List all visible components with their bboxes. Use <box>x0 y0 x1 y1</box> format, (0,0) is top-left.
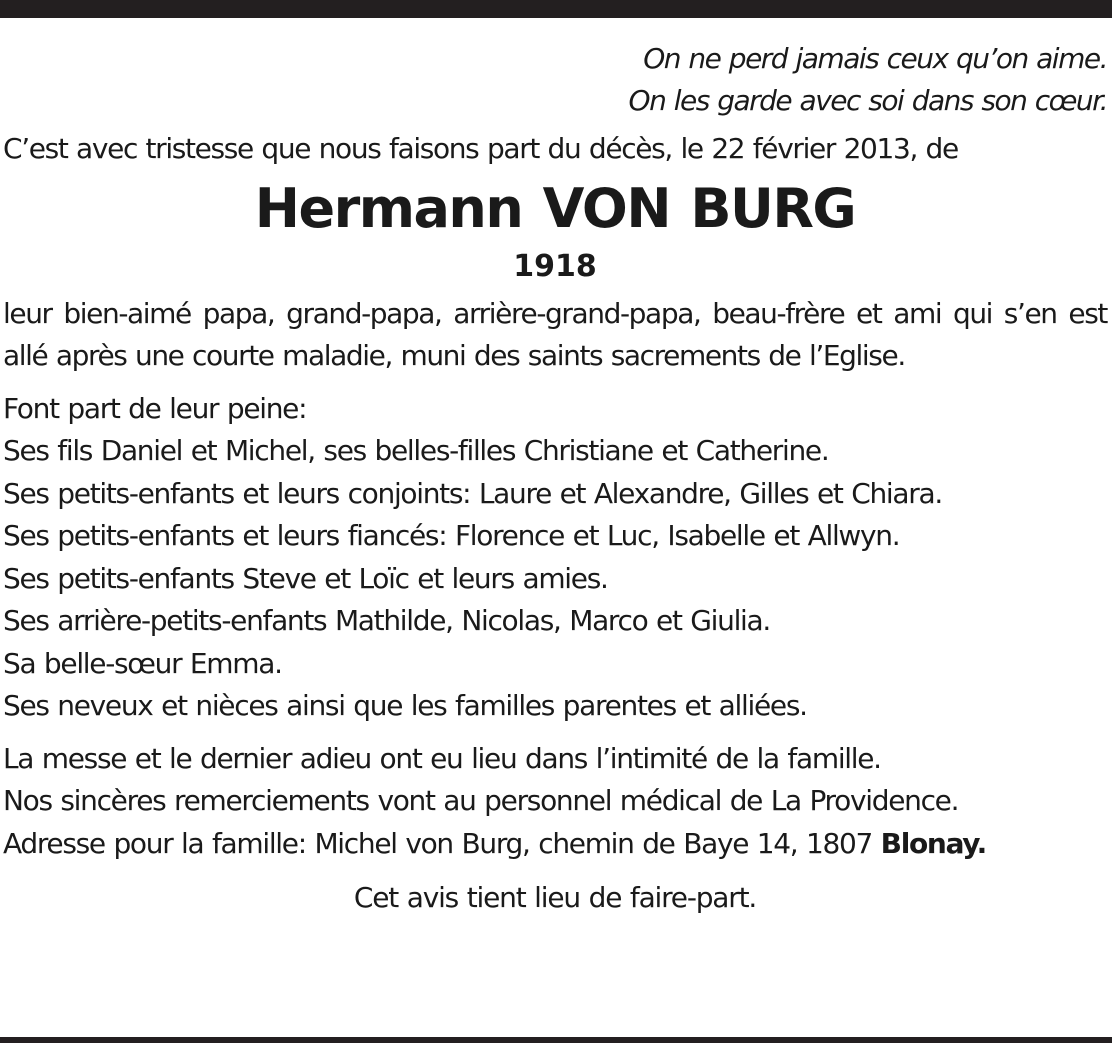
family-list <box>3 388 1107 728</box>
footer-note: Cet avis tient lieu de faire-part. <box>353 881 757 914</box>
closing-text <box>3 738 1107 866</box>
epigraph-line: On ne perd jamais ceux qu’on aime. <box>643 42 1107 75</box>
family-line: Ses petits-enfants et leurs fiancés: Florence et Luc, Isabelle et Allwyn. <box>3 519 900 552</box>
family-line: Ses neveux et nièces ainsi que les familles parentes et alliées. <box>3 689 807 722</box>
family-line: Sa belle-sœur Emma. <box>3 646 282 680</box>
address-text: Adresse pour la famille: Michel von Burg, chemin de Baye 14, 1807 <box>3 826 881 860</box>
top-border-rule <box>0 0 1112 18</box>
family-line: Ses petits-enfants et leurs conjoints: Laure et Alexandre, Gilles et Chiara. <box>3 476 942 510</box>
address-city: Blonay. <box>880 826 987 860</box>
family-line: Ses petits-enfants Steve et Loïc et leurs amies. <box>3 561 608 595</box>
bottom-border-rule <box>0 1037 1112 1043</box>
ceremony-line: La messe et le dernier adieu ont eu lieu dans l’intimité de la famille. <box>3 741 881 775</box>
intro-text: C’est avec tristesse que nous faisons part du décès, le 22 février 2013, de <box>3 132 958 165</box>
family-heading: Font part de leur peine: <box>3 391 307 425</box>
epigraph <box>3 38 1107 122</box>
address-line <box>3 823 1107 866</box>
birth-year: 1918 <box>513 248 597 284</box>
family-line: Ses arrière-petits-enfants Mathilde, Nicolas, Marco et Giulia. <box>3 604 771 637</box>
deceased-name: Hermann VON BURG <box>254 176 856 240</box>
family-line: Ses fils Daniel et Michel, ses belles-filles Christiane et Catherine. <box>3 434 829 467</box>
epigraph-line: On les garde avec soi dans son cœur. <box>628 84 1107 117</box>
biography-text: leur bien-aimé papa, grand-papa, arrière-grand-papa, beau-frère et ami qui s’en est allé après une courte maladie, muni des saints sacrements de l’Eglise. <box>3 296 1107 372</box>
obituary-notice <box>3 38 1107 920</box>
thanks-line: Nos sincères remerciements vont au personnel médical de La Providence. <box>3 784 959 817</box>
